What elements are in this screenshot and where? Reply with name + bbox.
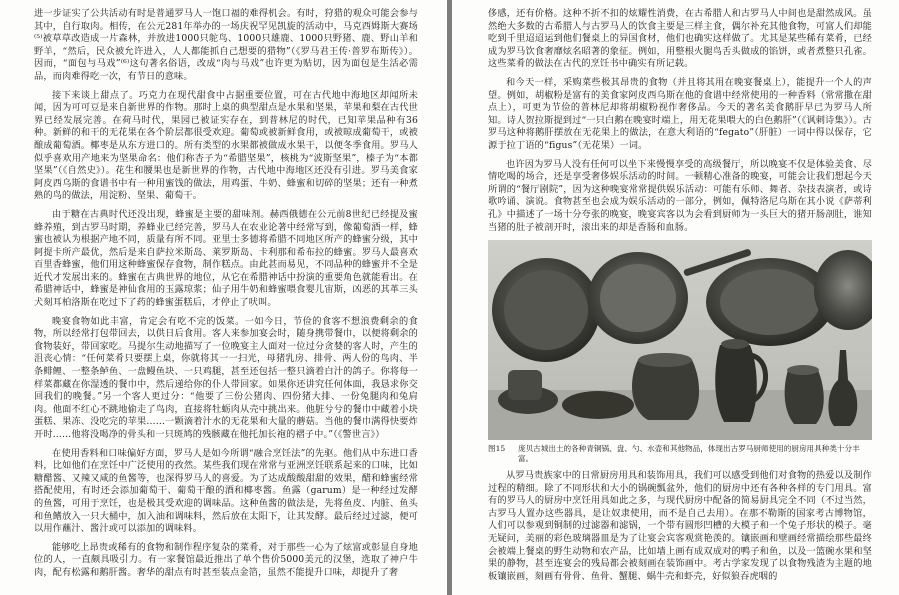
left-page (0, 0, 447, 595)
paragraph: 由于糖在古典时代还没出现，蜂蜜是主要的甜味剂。赫西俄德在公元前8世纪已经提及蜜蜂养殖，到古罗马时期，养蜂业已经完善，罗马人在农业论著中经常写到，像葡萄酒一样，蜂蜜也被认为根据产地不同，质量有所不同。亚里士多德将希腊不同地区所产的蜂蜜分级，其中阿提卡所产最优，然后是来自萨拉米斯岛、莱罗斯岛、卡利那和希布拉的蜂蜜。罗马人最喜欢百里香蜂蜜，他们用这种蜂蜜保存食物，制作糕点。由此甚而易见，不同品种的蜂蜜并不全是近代才发展出来的。蜂蜜在古典世界的地位，从它在希腊神话中扮演的重要角色就能看出。在希腊神话中，蜂蜜是神仙食用的玉露琼浆；仙子用牛奶和蜂蜜喂食婴儿宙斯，凶恶的其革三头犬刻耳柏洛斯在吃过下了药的蜂蜜蛋糕后，才停止了吠叫。 (34, 208, 418, 309)
paragraph: 也许因为罗马人没有任何可以坐下来慢慢享受的高级餐厅，所以晚宴不仅是体验美食、尽情吃喝的场合，还是享受奢侈娱乐活动的时间。一顿精心准备的晚宴，可能会让我们想起今天所谓的“餐厅剧院”，因为这种晚宴常常提供娱乐活动：可能有乐师、舞者、杂技表演者，或诗歌吟诵、演说。食物甚至也会成为娱乐活动的一部分，例如，佩特洛尼乌斯在其小说《萨蒂利孔》中描述了一场十分夸张的晚宴，晚宴宾客以为会看到厨师为一头巨大的猪开肠剖肚，谁知当猪的肚子被剖开时，滚出来的却是香肠和血肠。 (488, 158, 872, 233)
paragraph: 在使用香料和口味偏好方面，罗马人是如今所谓“融合烹饪法”的先驱。他们从中东进口香料，比如他们在烹饪中广泛使用的孜然。某些我们现在常常与亚洲烹饪联系起来的口味，比如糖醋酱、又辣又咸的鱼酱等，也深得罗马人的喜爱。为了达成酸酸甜甜的效果，醋和蜂蜜经常搭配使用，有时还会添加葡萄干、葡萄干酿的酒和椰枣酱。鱼露（garum）是一种经过发酵的鱼酱，可用于烹饪，也是极其受欢迎的调味品。这种鱼酱的做法是，先将鱼皮、内脏、鱼头和鱼鳍放入一只大桶中，加入油和调味料，然后放在太阳下，让其发酵。最后经过过滤，便可以用作蘸汁、酱汁或可以添加的调味料。 (34, 447, 418, 535)
paragraph: 晚宴食物如此丰富，肯定会有吃不完的饭菜。一如今日，节俭的食客不想浪费剩余的食物，所以经常打包带回去，以供日后食用。客人来参加宴会时，随身携带餐巾，以便将剩余的食物装好，带回家吃。马提尔生动地描写了一位晚宴主人面对一位过分贪婪的客人时，产生的沮丧心情：“任何菜肴只要摆上桌，你就将其一一扫光，母猪乳房、排骨、两人份的鸟肉、半条鲱鲤、一整条鲈鱼、一盘鳗鱼块、一只鸡腿，甚至还包括一整只滴着白汁的鸽子。你将每一样菜都藏在你湿透的餐巾中，然后递给你的仆人带回家。如果你还讲究任何体面，我恳求你交回我们的晚餐。”另一个客人更过分：“他要了三份公猪肉、四份猪大排、一份兔腿肉和兔肩肉。他面不红心不跳地偷走了鸟肉，直接将牡蛎肉从壳中挑出来。他脏兮兮的餐巾中藏着小块蛋糕、果冻、没吃完的苹果……一颗滴着汁水的无花果和大量的蘑菇。当他的餐巾满得快要炸开时……他将没喝净的骨头和一只斑鸠的残骸藏在他托加长袍的褶子中。”（《警世言》） (34, 315, 418, 440)
figure-caption-text: 庞贝古城出土的各种青铜锅、盘、勺、水壶和其他物品，体现出古罗马厨师使用的厨房用具种类十分丰富。 (518, 444, 860, 464)
paragraph: 接下来谈上甜点了。巧克力在现代甜食中占据重要位置，可在古代地中海地区却闻所未闻，因为可可豆是来自新世界的作物。那时上桌的典型甜点是水果和坚果，苹果和梨在古代世界已经发展完善。在荷马时代，果园已被证实存在，到普林尼的时代，已知苹果品种有36种。新鲜的和干的无花果在各个阶层都很受欢迎。葡萄或被新鲜食用，或被晾成葡萄干，或被酿成葡萄酒。椰枣是从东方进口的。所有类型的水果都被做成水果干，以便冬季食用。罗马人似乎喜欢用产地来为坚果命名：他们称杏子为“希腊坚果”，核桃为“波斯坚果”，榛子为“本都坚果”（《自然史》）。花生和腰果也是新世界的作物，古代地中海地区还没有引进。罗马美食家阿皮西乌斯的食谱书中有一种用蜜饯的做法，用鸡蛋、牛奶、蜂蜜和切碎的坚果；还有一种煮熟的鸟的做法，用淀粉、坚果、葡萄干。 (34, 89, 418, 202)
figure-caption (488, 444, 872, 464)
figure-photo (488, 240, 872, 440)
paragraph: 侈感，还有价格。这种不折不扣的炫耀性消费，在古希腊人和古罗马人中间也是甜然成风。虽然绝大多数的古希腊人与古罗马人的饮食主要是三样主食，偶尔补充其他食物，可富人们却能吃到千里迢迢运到他们餐桌上的异国食材，他们也确实这样做了。尤其是某些稀有菜肴，已经成为罗马饮食奢靡炫名昭著的象征。例如，用整根火腿鸟舌头做成的馅饼，或者煮整只孔雀。这些菜肴的做法在古代的烹饪书中确实有所记载。 (488, 8, 872, 70)
paragraph: 能够吃上昂贵或稀有的食物和制作程序复杂的菜肴，对于那些一心为了炫富或彰显自身地位的人，一直颇具吸引力。有一家餐馆最近推出了单个售价5000美元的汉堡，选取了神户牛肉，配有松露和鹅肝酱。奢华的甜点有时甚至装点金箔，虽然不能提升口味，却提升了奢 (34, 541, 418, 578)
right-page-text (488, 8, 872, 583)
paragraph: 从罗马贵族家中的日常厨房用具和装饰用具，我们可以感受到他们对食物的热爱以及制作过程的精细。除了不同形状和大小的锅碗瓢盆外，他们的厨房中还有各种各样的专门用具。富有的罗马人的厨房中烹饪用具如此之多，与现代厨房中配备的简易厨具完全不同（不过当然，古罗马人置办这些器具，是让奴隶使用，而不是自己去用）。在那不勒斯的国家考古博物馆，人们可以参观到铜制的过滤器和滤锅，一个带有圆形凹槽的大模子和一个兔子形状的模子。毫无疑问，美丽的彩色玻璃器皿是为了让宴会宾客观赏艳羡的。镶嵌画和壁画经常描绘那些最终会被端上餐桌的野生动物和农产品，比如墙上画有成双成对的鸭子和鱼，以及一篮碗水果和坚果的静物，甚至连宴会的残局都会被刻画在装饰画中。考古学家发现了以食物残渣为主题的地板镶嵌画，刻画有骨骨、鱼骨、蟹腿、蜗牛壳和虾壳，好似狼吞虎咽的 (488, 470, 872, 582)
bronze-utensils-photo (488, 240, 872, 440)
paragraph: 进一步证实了公共活动有时是普通罗马人一饱口福的难得机会。有时，狩猎的观众可能会参与其中，自行取肉。相传，在公元281年举办的一场庆祝罕见凯旋的活动中，马克西姆斯大赛场⁽⁵⁾被草草改造成一片森林，并放进1000只鸵鸟、1000只雄鹿、1000只野猪、鹿、野山羊和野羊，“然后，民众被允许进入，人人都能抓自己想要的猎物”（《罗马君王传·普罗布斯传》）。因而，“面包与马戏”⁽⁶⁾这句著名俗语，改成“肉与马戏”也许更为贴切，因为面包是生活必需品，而肉难得吃一次，有节日的意味。 (34, 8, 418, 82)
figure (488, 240, 872, 464)
left-page-text (34, 8, 418, 580)
figure-number: 图15 (488, 444, 506, 454)
paragraph: 和今天一样，采购菜些极其昂贵的食物（并且将其用在晚宴餐桌上），能提升一个人的声望。例如，胡椒粉是富有的美食家阿皮西乌斯在他的食谱中经常使用的一种香料（常常撒在甜点上），可更为节俭的普林尼却将胡椒粉视作奢侈品。今天的著名美食鹅肝早已为罗马人所知。诗人贺拉斯提到过“一只白鹅在晚宴时端上，用无花果喂大的白色鹅肝”（《讽刺诗集》）。古罗马这种将鹅肝摆放在无花果上的做法，在意大利语的“fegato”（肝脏）一词中得以保存，它源于拉丁语的“figus”（无花果）一词。 (488, 76, 872, 151)
right-page (452, 0, 899, 595)
